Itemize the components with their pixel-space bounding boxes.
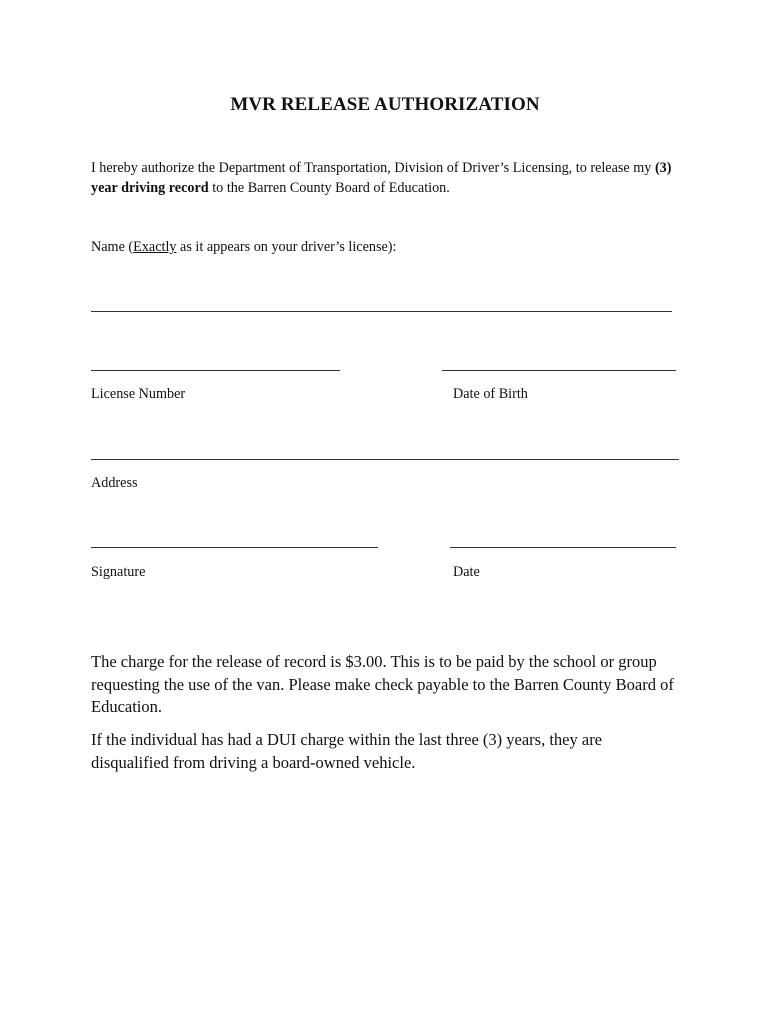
charge-notice: The charge for the release of record is $3.00. This is to be paid by the school or group requesting the use of the van. Please make check payable to the Barren County Board of Education.: [91, 652, 674, 716]
name-label-prefix: Name (: [91, 239, 134, 255]
signature-label: Signature: [91, 564, 146, 580]
date-line[interactable]: [450, 547, 676, 548]
date-label: Date: [453, 564, 480, 580]
date-of-birth-label: Date of Birth: [453, 386, 528, 402]
name-field-label: [91, 237, 691, 257]
authorization-text-start: I hereby authorize the Department of Transportation, Division of Driver’s Licensing, to release my: [91, 160, 655, 176]
document-title: MVR RELEASE AUTHORIZATION: [230, 94, 540, 115]
name-signature-line[interactable]: [91, 311, 672, 312]
date-of-birth-line[interactable]: [442, 370, 676, 371]
name-label-suffix: as it appears on your driver’s license):: [176, 239, 397, 255]
license-number-line[interactable]: [91, 370, 340, 371]
dui-notice: If the individual has had a DUI charge within the last three (3) years, they are disqualified from driving a board-owned vehicle.: [91, 730, 603, 772]
authorization-statement: [91, 158, 691, 198]
signature-line[interactable]: [91, 547, 378, 548]
address-label: Address: [91, 475, 138, 491]
address-line[interactable]: [91, 459, 679, 460]
authorization-text-bold: (3) year driving record: [91, 160, 672, 196]
name-label-emphasis: Exactly: [133, 239, 177, 255]
license-number-label: License Number: [91, 386, 186, 402]
authorization-text-end: to the Barren County Board of Education.: [208, 180, 450, 196]
